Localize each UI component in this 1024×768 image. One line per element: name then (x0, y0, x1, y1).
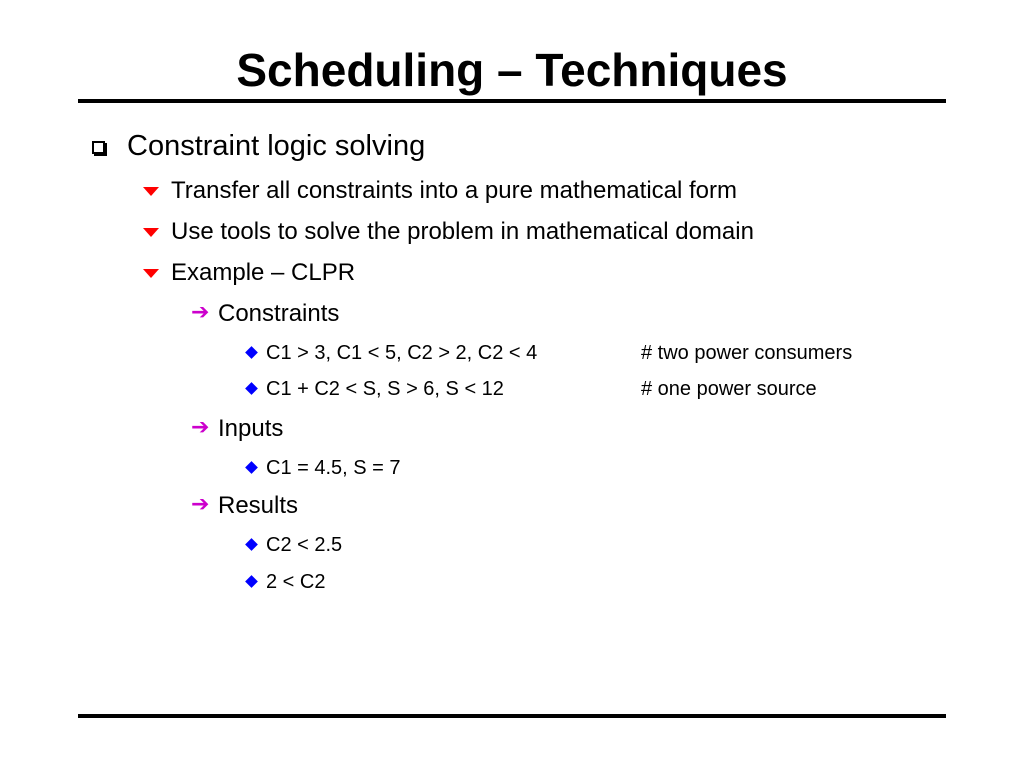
bullet-example-clpr: Example – CLPR (171, 259, 356, 286)
magenta-arrow-bullet-icon: ➔ (191, 492, 210, 517)
footer-divider (78, 714, 946, 718)
magenta-arrow-bullet-icon: ➔ (191, 415, 210, 440)
input-expression: C1 = 4.5, S = 7 (266, 457, 401, 479)
bullet-constraints: Constraints (218, 300, 340, 327)
blue-diamond-bullet-icon (245, 382, 258, 395)
constraint-expression: C1 > 3, C1 < 5, C2 > 2, C2 < 4 (266, 342, 538, 364)
blue-diamond-bullet-icon (245, 575, 258, 588)
result-expression: 2 < C2 (266, 571, 326, 593)
bullet-constraint-logic-solving: Constraint logic solving (127, 130, 426, 162)
slide-title: Scheduling – Techniques (236, 44, 788, 96)
square-bullet-icon (92, 141, 105, 154)
blue-diamond-bullet-icon (245, 538, 258, 551)
magenta-arrow-bullet-icon: ➔ (191, 300, 210, 325)
blue-diamond-bullet-icon (245, 461, 258, 474)
red-triangle-bullet-icon (143, 269, 159, 278)
red-triangle-bullet-icon (143, 228, 159, 237)
constraint-comment: # two power consumers (641, 342, 853, 364)
bullet-results: Results (218, 492, 299, 519)
result-expression: C2 < 2.5 (266, 534, 343, 556)
constraint-expression: C1 + C2 < S, S > 6, S < 12 (266, 378, 504, 400)
title-divider (78, 99, 946, 103)
red-triangle-bullet-icon (143, 187, 159, 196)
bullet-transfer-constraints: Transfer all constraints into a pure mathematical form (171, 177, 738, 204)
constraint-comment: # one power source (641, 378, 817, 400)
bullet-use-tools: Use tools to solve the problem in mathematical domain (171, 218, 754, 245)
bullet-inputs: Inputs (218, 415, 284, 442)
blue-diamond-bullet-icon (245, 346, 258, 359)
